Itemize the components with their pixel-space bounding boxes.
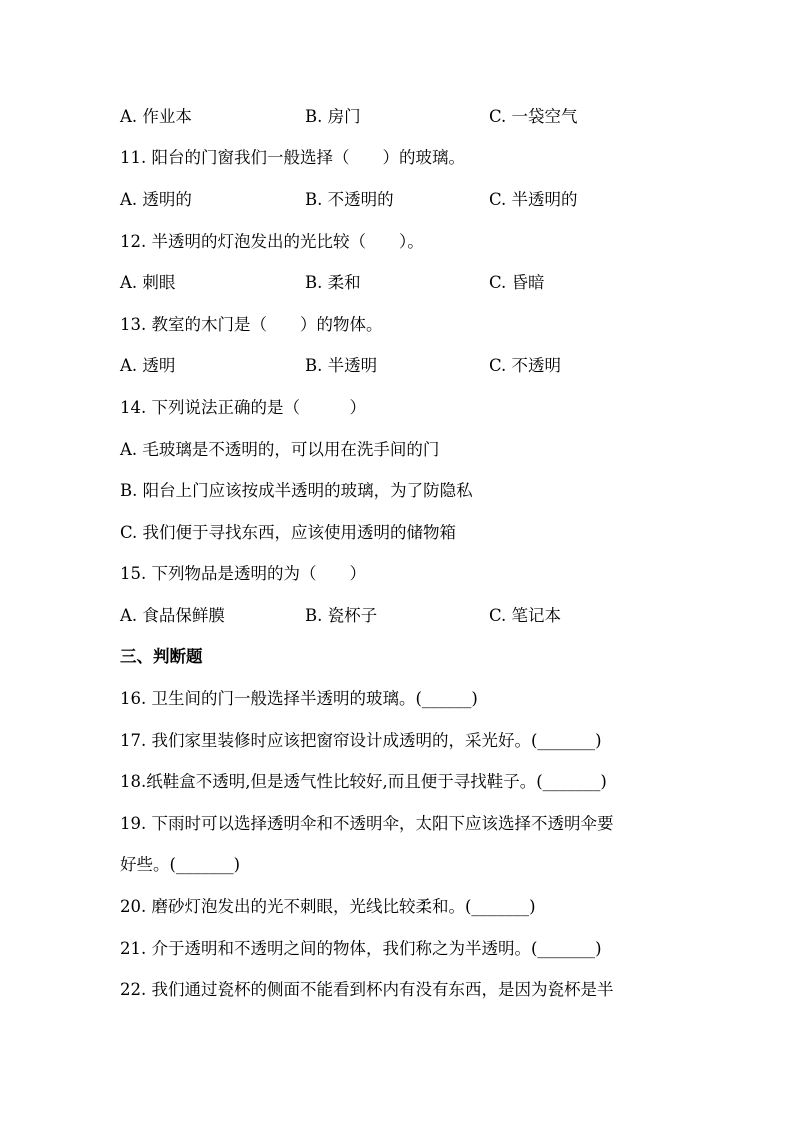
q12-option-b: B. 柔和 (305, 273, 361, 292)
q11-option-b: B. 不透明的 (305, 190, 394, 209)
q10-option-a: A. 作业本 (120, 107, 192, 126)
q19-statement-line2: 好些。(_______) (120, 855, 241, 874)
q13-option-b: B. 半透明 (305, 356, 378, 375)
q13-question: 13. 教室的木门是（ ）的物体。 (120, 315, 383, 334)
q11-option-c: C. 半透明的 (489, 190, 578, 209)
q17-statement: 17. 我们家里装修时应该把窗帘设计成透明的，采光好。(_______) (120, 731, 602, 750)
q19-statement-line1: 19. 下雨时可以选择透明伞和不透明伞，太阳下应该选择不透明伞要 (120, 814, 614, 833)
q11-options (120, 189, 720, 211)
q12-options (120, 272, 720, 294)
q20-statement: 20. 磨砂灯泡发出的光不刺眼，光线比较柔和。(_______) (120, 897, 536, 916)
q13-option-a: A. 透明 (120, 356, 176, 375)
q14-question: 14. 下列说法正确的是（ ） (120, 398, 366, 417)
q18-statement: 18.纸鞋盒不透明,但是透气性比较好,而且便于寻找鞋子。(_______) (120, 772, 607, 791)
q13-option-c: C. 不透明 (489, 356, 562, 375)
q15-options (120, 605, 720, 627)
q14-option-c: C. 我们便于寻找东西，应该使用透明的储物箱 (120, 523, 457, 542)
q12-option-a: A. 刺眼 (120, 273, 176, 292)
q15-option-b: B. 瓷杯子 (305, 606, 378, 625)
section-heading-judgment: 三、判断题 (120, 647, 203, 666)
q12-question: 12. 半透明的灯泡发出的光比较（ ）。 (120, 232, 424, 251)
q10-option-b: B. 房门 (305, 107, 361, 126)
q14-option-a: A. 毛玻璃是不透明的，可以用在洗手间的门 (120, 440, 440, 459)
q10-options (120, 106, 720, 128)
q21-statement: 21. 介于透明和不透明之间的物体，我们称之为半透明。(_______) (120, 939, 602, 958)
q11-option-a: A. 透明的 (120, 190, 192, 209)
q12-option-c: C. 昏暗 (489, 273, 545, 292)
q15-option-a: A. 食品保鲜膜 (120, 606, 225, 625)
q13-options (120, 355, 720, 377)
q14-option-b: B. 阳台上门应该按成半透明的玻璃，为了防隐私 (120, 481, 473, 500)
q11-question: 11. 阳台的门窗我们一般选择（ ）的玻璃。 (120, 148, 465, 167)
q16-statement: 16. 卫生间的门一般选择半透明的玻璃。(______) (120, 689, 478, 708)
q15-question: 15. 下列物品是透明的为（ ） (120, 564, 366, 583)
q10-option-c: C. 一袋空气 (489, 107, 578, 126)
q15-option-c: C. 笔记本 (489, 606, 562, 625)
q22-statement: 22. 我们通过瓷杯的侧面不能看到杯内有没有东西，是因为瓷杯是半 (120, 980, 614, 999)
